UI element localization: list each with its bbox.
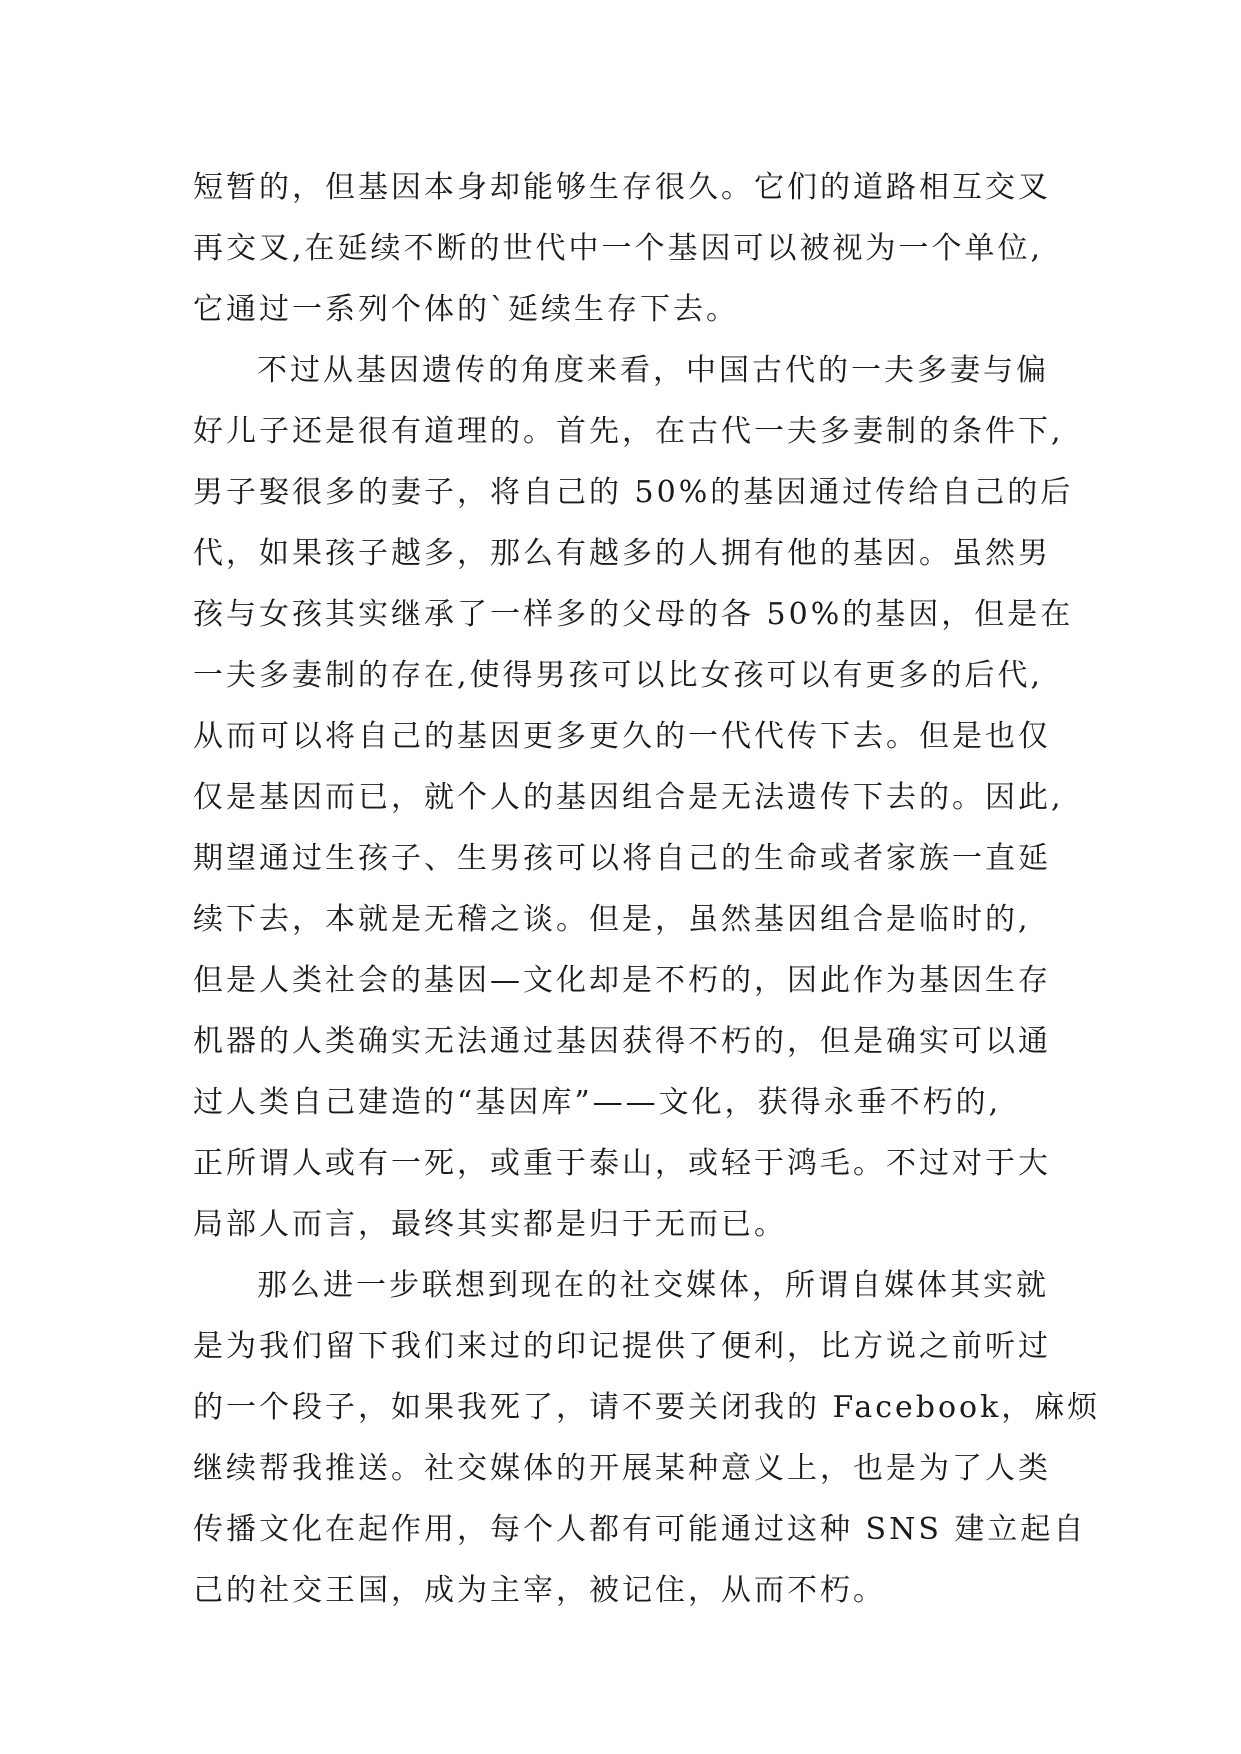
- text-line: 续下去，本就是无稽之谈。但是，虽然基因组合是临时的,: [193, 902, 1031, 937]
- text-line: 机器的人类确实无法通过基因获得不朽的，但是确实可以通: [193, 1024, 1051, 1059]
- text-line: 孩与女孩其实继承了一样多的父母的各 50%的基因，但是在: [193, 597, 1074, 632]
- text-line: 期望通过生孩子、生男孩可以将自己的生命或者家族一直延: [193, 841, 1051, 876]
- text-line: 那么进一步联想到现在的社交媒体，所谓自媒体其实就: [257, 1268, 1049, 1303]
- text-line: 它通过一系列个体的`延续生存下去。: [193, 292, 739, 327]
- paragraph-2: [193, 340, 1093, 1255]
- text-line: 仅是基因而已，就个人的基因组合是无法遗传下去的。因此,: [193, 780, 1064, 815]
- text-line: 一夫多妻制的存在,使得男孩可以比女孩可以有更多的后代,: [193, 658, 1044, 693]
- text-line: 是为我们留下我们来过的印记提供了便利，比方说之前听过: [193, 1329, 1051, 1364]
- text-line: 过人类自己建造的“基因库”——文化，获得永垂不朽的,: [193, 1085, 1002, 1120]
- paragraph-1: [193, 157, 1093, 340]
- text-line: 从而可以将自己的基因更多更久的一代代传下去。但是也仅: [193, 719, 1051, 754]
- text-line: 好儿子还是很有道理的。首先，在古代一夫多妻制的条件下,: [193, 414, 1064, 449]
- text-line: 不过从基因遗传的角度来看，中国古代的一夫多妻与偏: [257, 353, 1049, 388]
- paragraph-3: [193, 1255, 1101, 1621]
- text-line: 男子娶很多的妻子，将自己的 50%的基因通过传给自己的后: [193, 475, 1074, 510]
- text-line: 正所谓人或有一死，或重于泰山，或轻于鸿毛。不过对于大: [193, 1146, 1051, 1181]
- text-line: 继续帮我推送。社交媒体的开展某种意义上，也是为了人类: [193, 1451, 1051, 1486]
- text-line: 再交叉,在延续不断的世代中一个基因可以被视为一个单位,: [193, 231, 1044, 266]
- text-line: 代，如果孩子越多，那么有越多的人拥有他的基因。虽然男: [193, 536, 1051, 571]
- body-text: [193, 157, 1101, 1621]
- text-line: 但是人类社会的基因—文化却是不朽的，因此作为基因生存: [193, 963, 1051, 998]
- text-line: 局部人而言，最终其实都是归于无而已。: [193, 1207, 787, 1242]
- text-line: 短暂的，但基因本身却能够生存很久。它们的道路相互交叉: [193, 170, 1051, 205]
- text-line: 的一个段子，如果我死了，请不要关闭我的 Facebook，麻烦: [193, 1390, 1101, 1425]
- text-line: 传播文化在起作用，每个人都有可能通过这种 SNS 建立起自: [193, 1512, 1087, 1547]
- text-line: 己的社交王国，成为主宰，被记住，从而不朽。: [193, 1573, 886, 1608]
